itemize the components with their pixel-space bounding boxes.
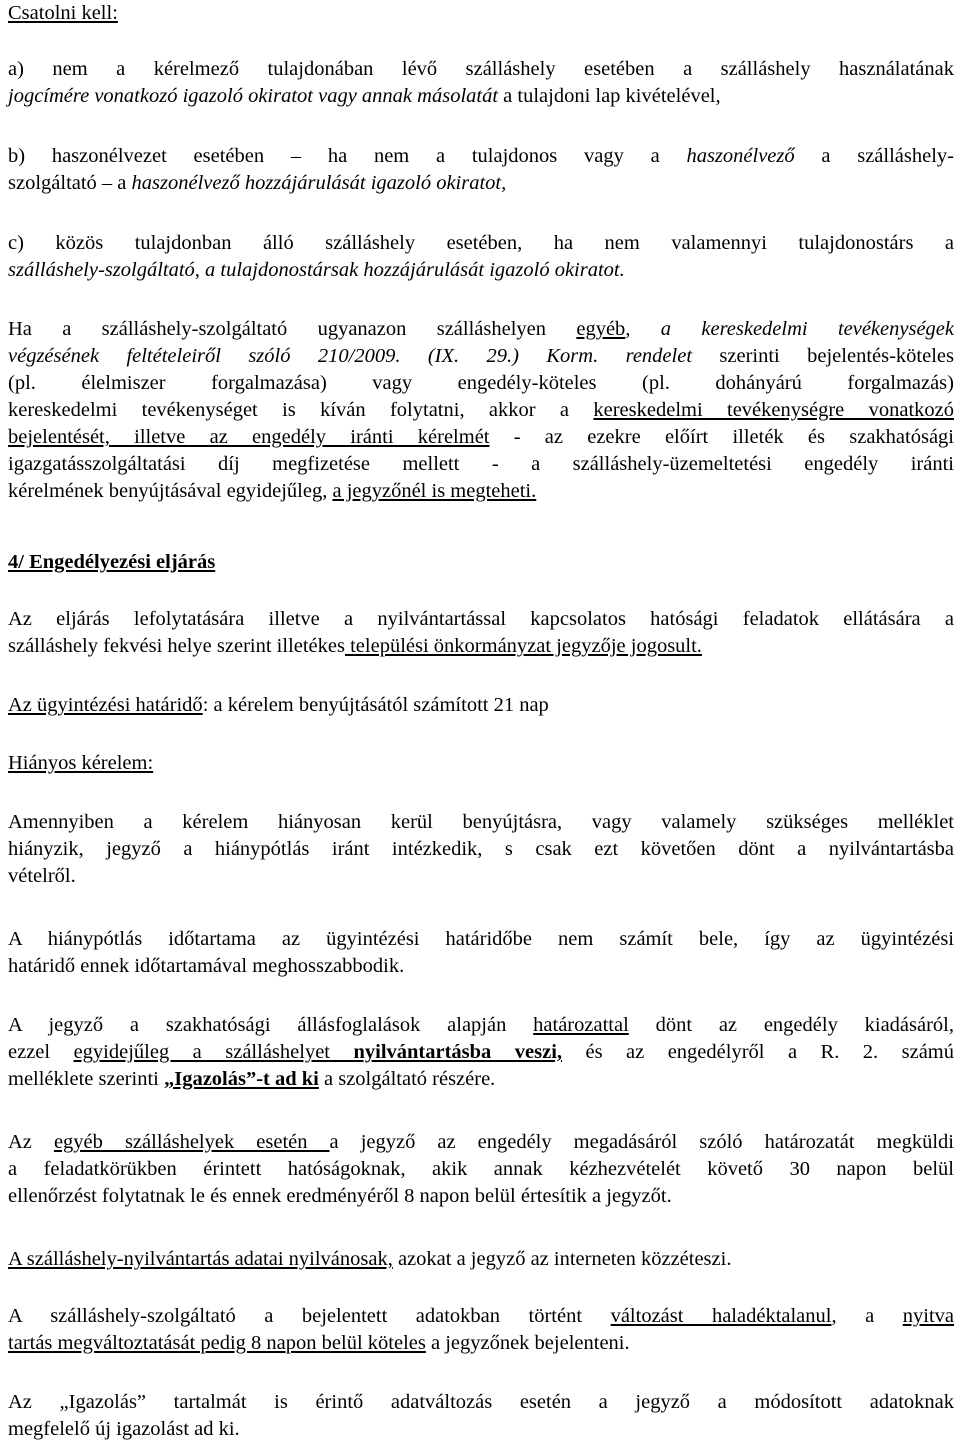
hianypotlas-paragraph: A hiánypótlás időtartama az ügyintézési határidőbe nem számít bele, így az ügyintézési határidő ennek időtartamával meghosszabbodik.: [8, 928, 954, 977]
item-b: b) haszonélvezet esetében – ha nem a tulajdonos vagy a haszonélvező a szálláshely- szolgáltató – a haszonélvező hozzájárulását igazoló okiratot,: [8, 145, 954, 194]
egyeb-paragraph: Az egyéb szálláshelyek esetén a jegyző az engedély megadásáról szóló határozatát megküldi a feladatkörükben érintett hatóságoknak, akik annak kézhezvételét követő 30 napon belül ellenőrzést folytatnak le és ennek eredményéről 8 napon belül értesítik a jegyzőt.: [8, 1131, 954, 1207]
eljaras-paragraph: Az eljárás lefolytatására illetve a nyilvántartással kapcsolatos hatósági feladatok ellátására a szálláshely fekvési helye szerint illetékes települési önkormányzat jegyzője jogosult.: [8, 608, 954, 657]
item-a: a) nem a kérelmező tulajdonában lévő szálláshely esetében a szálláshely használatának jogcímére vonatkozó igazoló okiratot vagy annak másolatát a tulajdoni lap kivételével,: [8, 58, 954, 107]
jegyzo-paragraph: A jegyző a szakhatósági állásfoglalások alapján határozattal dönt az engedély kiadásáról, ezzel egyidejűleg a szálláshelyet nyilvántartásba veszi, és az engedélyről a R. 2. számú melléklete szerinti „Igazolás”-t ad ki a szolgáltató részére.: [8, 1014, 954, 1090]
attachments-header: [8, 0, 954, 27]
hatarido-line: Az ügyintézési határidő: a kérelem benyújtásától számított 21 nap: [8, 694, 549, 716]
amennyiben-paragraph: Amennyiben a kérelem hiányosan kerül benyújtásra, vagy valamely szükséges melléklet hiányzik, jegyző a hiánypótlás iránt intézkedik, s csak ezt követően dönt a nyilvántartásba vételről.: [8, 811, 954, 887]
nyilvantartas-line: A szálláshely-nyilvántartás adatai nyilvánosak, azokat a jegyző az interneten közzéteszi.: [8, 1248, 732, 1270]
ha-paragraph: Ha a szálláshely-szolgáltató ugyanazon szálláshelyen egyéb, a kereskedelmi tevékenységek végzésének feltételeiről szóló 210/2009. (IX. 29.) Korm. rendelet szerinti bejelentés-köteles (pl. élelmiszer forgalmazása) vagy engedély-köteles (pl. dohányárú forgalmazás) kereskedelmi tevékenységet is kíván folytatni, akkor a kereskedelmi tevékenységre vonatkozó bejelentését, illetve az engedély iránti kérelmét - az ezekre előírt illeték és szakhatósági igazgatásszolgáltatási díj megfizetése mellett - a szálláshely-üzemeltetési engedély iránti kérelmének benyújtásával egyidejűleg, a jegyzőnél is megteheti.: [8, 318, 954, 502]
item-c: c) közös tulajdonban álló szálláshely esetében, ha nem valamennyi tulajdonostárs a szálláshely-szolgáltató, a tulajdonostársak hozzájárulását igazoló okiratot.: [8, 232, 954, 281]
hianyos-label: Hiányos kérelem:: [8, 752, 154, 774]
section-title: 4/ Engedélyezési eljárás: [8, 551, 216, 573]
valtozas-paragraph: A szálláshely-szolgáltató a bejelentett adatokban történt változást haladéktalanul, a nyitva tartás megváltoztatását pedig 8 napon belül köteles a jegyzőnek bejelenteni.: [8, 1305, 954, 1354]
header-text: Csatolni kell:: [8, 2, 118, 24]
igazolas-paragraph: Az „Igazolás” tartalmát is érintő adatváltozás esetén a jegyző a módosított adatoknak megfelelő új igazolást ad ki.: [8, 1391, 954, 1440]
